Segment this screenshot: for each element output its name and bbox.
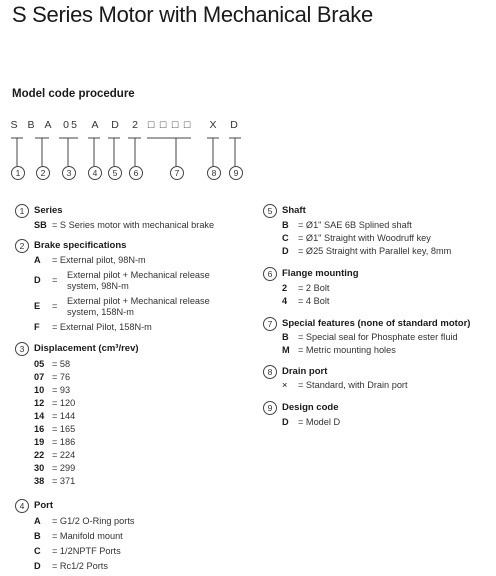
code-key: B <box>282 220 289 230</box>
code-key: B <box>34 531 41 541</box>
tree-number-8: 8 <box>207 166 221 180</box>
code-key: C <box>282 233 289 243</box>
code-value: = 4 Bolt <box>298 296 330 306</box>
tree-number-6: 6 <box>129 166 143 180</box>
code-value: = Ø1" SAE 6B Splined shaft <box>298 220 412 230</box>
code-equals: = <box>52 301 58 311</box>
tree-number-9: 9 <box>229 166 243 180</box>
section-number: 8 <box>263 365 277 379</box>
code-value: = Metric mounting holes <box>298 345 396 355</box>
code-key: 22 <box>34 450 45 460</box>
code-value: = 93 <box>52 385 71 395</box>
code-tree-diagram <box>0 0 260 170</box>
section-number: 3 <box>15 342 29 356</box>
code-value: = External pilot, 98N-m <box>52 255 146 265</box>
code-value: = Model D <box>298 417 341 427</box>
code-key: A <box>34 255 41 265</box>
tree-number-4: 4 <box>88 166 102 180</box>
section-displacement-heading <box>19 343 139 354</box>
code-char: D <box>111 119 119 131</box>
code-key: B <box>282 332 289 342</box>
tree-number-3: 3 <box>62 166 76 180</box>
code-key: 16 <box>34 424 45 434</box>
code-key: D <box>282 246 289 256</box>
section-flange-heading <box>267 268 359 279</box>
code-key: 19 <box>34 437 45 447</box>
code-key: 05 <box>34 359 45 369</box>
section-title: Flange mounting <box>282 268 359 279</box>
code-key: 14 <box>34 411 45 421</box>
code-key: × <box>282 380 288 390</box>
tree-number-2: 2 <box>36 166 50 180</box>
section-number: 2 <box>15 239 29 253</box>
section-number: 7 <box>263 317 277 331</box>
code-value: = 1/2NPTF Ports <box>52 546 121 556</box>
code-value: External pilot + Mechanical release <box>67 270 210 280</box>
section-series-heading <box>19 205 63 216</box>
code-value: = 371 <box>52 476 76 486</box>
section-shaft-heading <box>267 205 306 216</box>
code-char: X <box>209 119 217 131</box>
code-key: A <box>34 516 41 526</box>
code-char: 0 <box>63 119 69 131</box>
code-key: 4 <box>282 296 288 306</box>
code-char: B <box>27 119 35 131</box>
tree-number-7: 7 <box>170 166 184 180</box>
code-equals: = <box>52 275 58 285</box>
section-number: 9 <box>263 401 277 415</box>
section-subtitle: Model code procedure <box>12 88 135 100</box>
code-value: = Special seal for Phosphate ester fluid <box>298 332 458 342</box>
code-value-cont: system, 158N-m <box>67 307 134 317</box>
section-number: 6 <box>263 267 277 281</box>
code-key: F <box>34 322 40 332</box>
section-port-heading <box>19 500 53 511</box>
code-char: □ <box>147 119 155 131</box>
code-key: D <box>34 561 41 571</box>
code-value: = External Pilot, 158N-m <box>52 322 152 332</box>
tree-number-1: 1 <box>11 166 25 180</box>
code-key: 30 <box>34 463 45 473</box>
code-key: E <box>34 301 41 311</box>
code-char: S <box>10 119 18 131</box>
section-title: Shaft <box>282 205 306 216</box>
code-value: = 165 <box>52 424 76 434</box>
section-title: Special features (none of standard motor) <box>282 318 471 329</box>
code-key: C <box>34 546 41 556</box>
code-char: 2 <box>132 119 138 131</box>
section-title: Design code <box>282 402 339 413</box>
code-key: 10 <box>34 385 45 395</box>
code-char: A <box>44 119 52 131</box>
code-char: A <box>91 119 99 131</box>
code-value: External pilot + Mechanical release <box>67 296 210 306</box>
code-value: = 299 <box>52 463 76 473</box>
section-title: Port <box>34 500 53 511</box>
code-char: □ <box>159 119 167 131</box>
code-key: D <box>34 275 41 285</box>
code-char: □ <box>171 119 179 131</box>
code-value: = G1/2 O-Ring ports <box>52 516 135 526</box>
code-value: = Standard, with Drain port <box>298 380 408 390</box>
section-title: Displacement (cm³/rev) <box>34 343 139 354</box>
code-value: = Ø1" Straight with Woodruff key <box>298 233 431 243</box>
code-value: = Manifold mount <box>52 531 123 541</box>
section-design-heading <box>267 402 339 413</box>
code-value: = 58 <box>52 359 71 369</box>
code-key: 2 <box>282 283 288 293</box>
code-value: = 2 Bolt <box>298 283 330 293</box>
code-value: = 144 <box>52 411 76 421</box>
code-value: = 186 <box>52 437 76 447</box>
code-key: SB <box>34 220 47 230</box>
code-char: □ <box>183 119 191 131</box>
section-title: Series <box>34 205 63 216</box>
code-key: M <box>282 345 290 355</box>
code-value: = Ø25 Straight with Parallel key, 8mm <box>298 246 452 256</box>
code-key: 38 <box>34 476 45 486</box>
section-drain-heading <box>267 366 328 377</box>
section-number: 1 <box>15 204 29 218</box>
section-number: 4 <box>15 499 29 513</box>
code-value: = 224 <box>52 450 76 460</box>
code-value: = 76 <box>52 372 71 382</box>
section-title: Brake specifications <box>34 240 127 251</box>
code-value: = S Series motor with mechanical brake <box>52 220 215 230</box>
code-char: 5 <box>71 119 77 131</box>
section-title: Drain port <box>282 366 328 377</box>
code-char: D <box>230 119 238 131</box>
section-special-heading <box>267 318 471 329</box>
section-number: 5 <box>263 204 277 218</box>
tree-number-5: 5 <box>108 166 122 180</box>
code-value: = Rc1/2 Ports <box>52 561 108 571</box>
code-value-cont: system, 98N-m <box>67 281 129 291</box>
section-brake-heading <box>19 240 127 251</box>
code-key: 12 <box>34 398 45 408</box>
code-key: D <box>282 417 289 427</box>
code-key: 07 <box>34 372 45 382</box>
page-title: S Series Motor with Mechanical Brake <box>12 2 373 27</box>
code-value: = 120 <box>52 398 76 408</box>
